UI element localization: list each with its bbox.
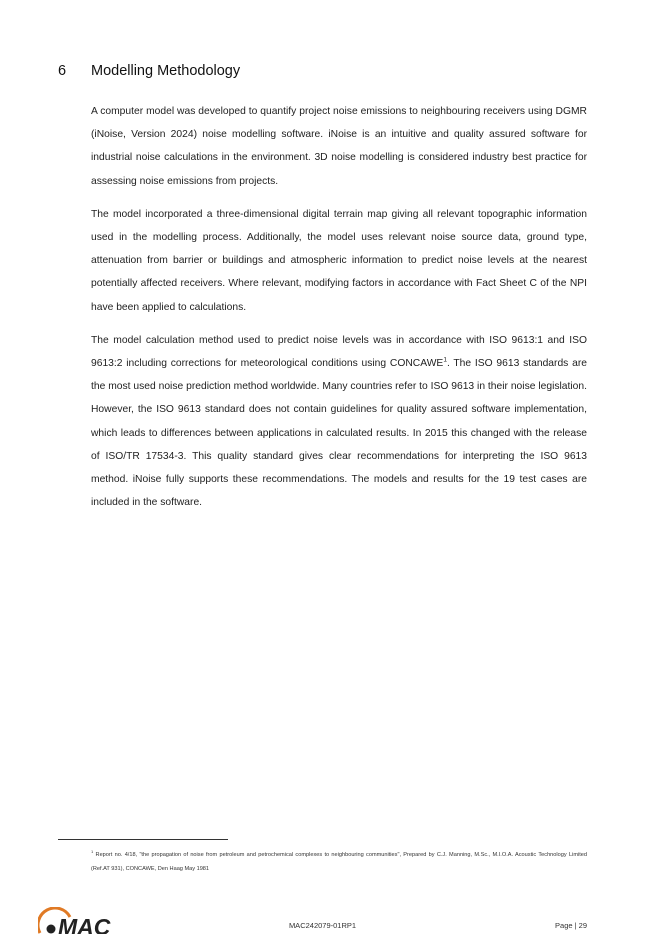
logo-wordmark: MAC <box>58 914 111 934</box>
footnote-divider <box>58 839 228 840</box>
footnote-text: Report no. 4/18, "the propagation of noise from petroleum and petrochemical complexes to neighbouring communities", Prepared by C.J. Manning, M.Sc., M.I.O.A. Acoustic Technology Limited (Ref.AT 931), CONCAWE, Den Haag May 1981 <box>91 852 587 872</box>
section-title: Modelling Methodology <box>91 63 241 79</box>
footnote-mark: 1 <box>91 849 94 855</box>
paragraph-2: The model incorporated a three-dimensional digital terrain map giving all relevant topographic information used in the modelling process. Additionally, the model uses relevant noise source data, ground type, attenuation from barrier or buildings and atmospheric information to predict noise levels at the nearest potentially affected receivers. Where relevant, modifying factors in accordance with Fact Sheet C of the NPI have been applied to calculations. <box>91 208 587 313</box>
paragraph-3-part-2: . The ISO 9613 standards are the most used noise prediction method worldwide. Many countries refer to ISO 9613 in their noise legislation. However, the ISO 9613 standard does not contain guidelines for quality assured software implementation, which leads to differences between applications in calculated results. In 2015 this changed with the release of ISO/TR 17534-3. This quality standard gives clear recommendations for interpreting the ISO 9613 method. iNoise fully supports these recommendations. The models and results for the 19 test cases are included in the software. <box>91 358 587 509</box>
body-text <box>91 100 587 524</box>
page-number: Page | 29 <box>555 921 587 930</box>
paragraph-3 <box>91 329 587 515</box>
paragraph-3-part-1: The model calculation method used to predict noise levels was in accordance with ISO 9613:1 and ISO 9613:2 including corrections for meteorological conditions using CONCAWE <box>91 334 587 370</box>
footnote-reference[interactable]: 1 <box>443 356 447 364</box>
footnote <box>91 848 587 876</box>
paragraph-1: A computer model was developed to quantify project noise emissions to neighbouring receivers using DGMR (iNoise, Version 2024) noise modelling software. iNoise is an intuitive and quality assured software for industrial noise calculations in the environment. 3D noise modelling is considered industry best practice for assessing noise emissions from projects. <box>91 106 587 187</box>
section-number: 6 <box>58 63 67 79</box>
document-reference: MAC242079-01RP1 <box>288 921 357 930</box>
section-heading <box>58 63 240 79</box>
